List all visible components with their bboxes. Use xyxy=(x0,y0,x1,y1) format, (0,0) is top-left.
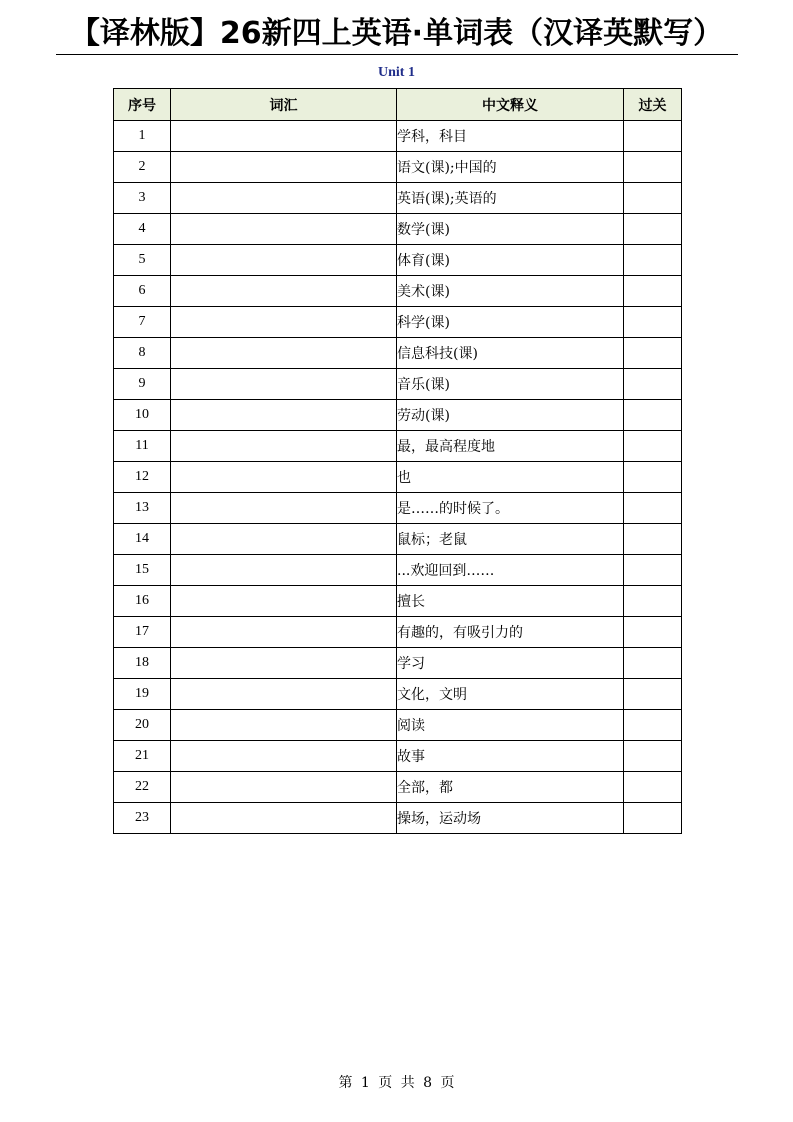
row-number: 12 xyxy=(114,462,171,493)
row-number: 13 xyxy=(114,493,171,524)
word-answer-cell[interactable] xyxy=(171,121,397,152)
word-answer-cell[interactable] xyxy=(171,400,397,431)
chinese-meaning: 英语(课);英语的 xyxy=(397,183,624,214)
row-number: 7 xyxy=(114,307,171,338)
chinese-meaning: 体育(课) xyxy=(397,245,624,276)
word-answer-cell[interactable] xyxy=(171,183,397,214)
document-title: 【译林版】26新四上英语·单词表（汉译英默写） xyxy=(69,16,724,51)
table-row xyxy=(114,276,682,307)
passed-check-cell[interactable] xyxy=(624,245,682,276)
table-row xyxy=(114,493,682,524)
chinese-meaning: 有趣的，有吸引力的 xyxy=(397,617,624,648)
chinese-meaning: 美术(课) xyxy=(397,276,624,307)
header-passed: 过关 xyxy=(624,89,682,121)
chinese-meaning: 劳动(课) xyxy=(397,400,624,431)
passed-check-cell[interactable] xyxy=(624,524,682,555)
row-number: 18 xyxy=(114,648,171,679)
table-row xyxy=(114,431,682,462)
table-row xyxy=(114,307,682,338)
table-row xyxy=(114,152,682,183)
header-number: 序号 xyxy=(114,89,171,121)
passed-check-cell[interactable] xyxy=(624,307,682,338)
passed-check-cell[interactable] xyxy=(624,555,682,586)
word-answer-cell[interactable] xyxy=(171,493,397,524)
row-number: 17 xyxy=(114,617,171,648)
word-answer-cell[interactable] xyxy=(171,214,397,245)
table-row xyxy=(114,772,682,803)
passed-check-cell[interactable] xyxy=(624,214,682,245)
table-row xyxy=(114,338,682,369)
word-answer-cell[interactable] xyxy=(171,245,397,276)
word-answer-cell[interactable] xyxy=(171,431,397,462)
chinese-meaning: ...欢迎回到…… xyxy=(397,555,624,586)
title-underline xyxy=(56,54,738,55)
row-number: 15 xyxy=(114,555,171,586)
passed-check-cell[interactable] xyxy=(624,183,682,214)
passed-check-cell[interactable] xyxy=(624,462,682,493)
chinese-meaning: 也 xyxy=(397,462,624,493)
word-answer-cell[interactable] xyxy=(171,648,397,679)
chinese-meaning: 鼠标；老鼠 xyxy=(397,524,624,555)
chinese-meaning: 数学(课) xyxy=(397,214,624,245)
passed-check-cell[interactable] xyxy=(624,741,682,772)
chinese-meaning: 科学(课) xyxy=(397,307,624,338)
word-answer-cell[interactable] xyxy=(171,617,397,648)
passed-check-cell[interactable] xyxy=(624,431,682,462)
word-answer-cell[interactable] xyxy=(171,369,397,400)
row-number: 14 xyxy=(114,524,171,555)
row-number: 10 xyxy=(114,400,171,431)
word-answer-cell[interactable] xyxy=(171,338,397,369)
row-number: 2 xyxy=(114,152,171,183)
row-number: 6 xyxy=(114,276,171,307)
table-row xyxy=(114,617,682,648)
row-number: 1 xyxy=(114,121,171,152)
row-number: 20 xyxy=(114,710,171,741)
row-number: 4 xyxy=(114,214,171,245)
passed-check-cell[interactable] xyxy=(624,338,682,369)
passed-check-cell[interactable] xyxy=(624,586,682,617)
table-row xyxy=(114,710,682,741)
table-row xyxy=(114,586,682,617)
row-number: 21 xyxy=(114,741,171,772)
passed-check-cell[interactable] xyxy=(624,710,682,741)
chinese-meaning: 最，最高程度地 xyxy=(397,431,624,462)
chinese-meaning: 操场，运动场 xyxy=(397,803,624,834)
word-answer-cell[interactable] xyxy=(171,462,397,493)
table-row xyxy=(114,214,682,245)
chinese-meaning: 学科，科目 xyxy=(397,121,624,152)
table-row xyxy=(114,400,682,431)
row-number: 16 xyxy=(114,586,171,617)
passed-check-cell[interactable] xyxy=(624,121,682,152)
passed-check-cell[interactable] xyxy=(624,276,682,307)
word-answer-cell[interactable] xyxy=(171,555,397,586)
word-answer-cell[interactable] xyxy=(171,276,397,307)
table-row xyxy=(114,369,682,400)
chinese-meaning: 故事 xyxy=(397,741,624,772)
table-row xyxy=(114,679,682,710)
passed-check-cell[interactable] xyxy=(624,617,682,648)
vocabulary-table xyxy=(113,88,682,834)
word-answer-cell[interactable] xyxy=(171,741,397,772)
chinese-meaning: 文化，文明 xyxy=(397,679,624,710)
word-answer-cell[interactable] xyxy=(171,524,397,555)
table-row xyxy=(114,524,682,555)
table-header-row xyxy=(114,89,682,121)
passed-check-cell[interactable] xyxy=(624,803,682,834)
chinese-meaning: 学习 xyxy=(397,648,624,679)
word-answer-cell[interactable] xyxy=(171,803,397,834)
row-number: 3 xyxy=(114,183,171,214)
row-number: 9 xyxy=(114,369,171,400)
table-row xyxy=(114,121,682,152)
word-answer-cell[interactable] xyxy=(171,586,397,617)
table-row xyxy=(114,648,682,679)
passed-check-cell[interactable] xyxy=(624,369,682,400)
row-number: 22 xyxy=(114,772,171,803)
table-body xyxy=(114,121,682,834)
table-row xyxy=(114,741,682,772)
word-answer-cell[interactable] xyxy=(171,710,397,741)
chinese-meaning: 音乐(课) xyxy=(397,369,624,400)
passed-check-cell[interactable] xyxy=(624,152,682,183)
table-row xyxy=(114,555,682,586)
header-meaning: 中文释义 xyxy=(397,89,624,121)
chinese-meaning: 阅读 xyxy=(397,710,624,741)
row-number: 8 xyxy=(114,338,171,369)
table-row xyxy=(114,462,682,493)
page-number-footer: 第 1 页 共 8 页 xyxy=(338,1075,455,1091)
word-answer-cell[interactable] xyxy=(171,152,397,183)
table-row xyxy=(114,183,682,214)
word-answer-cell[interactable] xyxy=(171,679,397,710)
word-answer-cell[interactable] xyxy=(171,772,397,803)
row-number: 23 xyxy=(114,803,171,834)
chinese-meaning: 语文(课);中国的 xyxy=(397,152,624,183)
chinese-meaning: 全部，都 xyxy=(397,772,624,803)
passed-check-cell[interactable] xyxy=(624,648,682,679)
table-row xyxy=(114,803,682,834)
unit-heading: Unit 1 xyxy=(378,65,415,80)
passed-check-cell[interactable] xyxy=(624,772,682,803)
table-row xyxy=(114,245,682,276)
row-number: 5 xyxy=(114,245,171,276)
passed-check-cell[interactable] xyxy=(624,493,682,524)
chinese-meaning: 信息科技(课) xyxy=(397,338,624,369)
header-word: 词汇 xyxy=(171,89,397,121)
chinese-meaning: 是……的时候了。 xyxy=(397,493,624,524)
row-number: 11 xyxy=(114,431,171,462)
word-answer-cell[interactable] xyxy=(171,307,397,338)
passed-check-cell[interactable] xyxy=(624,679,682,710)
chinese-meaning: 擅长 xyxy=(397,586,624,617)
row-number: 19 xyxy=(114,679,171,710)
passed-check-cell[interactable] xyxy=(624,400,682,431)
